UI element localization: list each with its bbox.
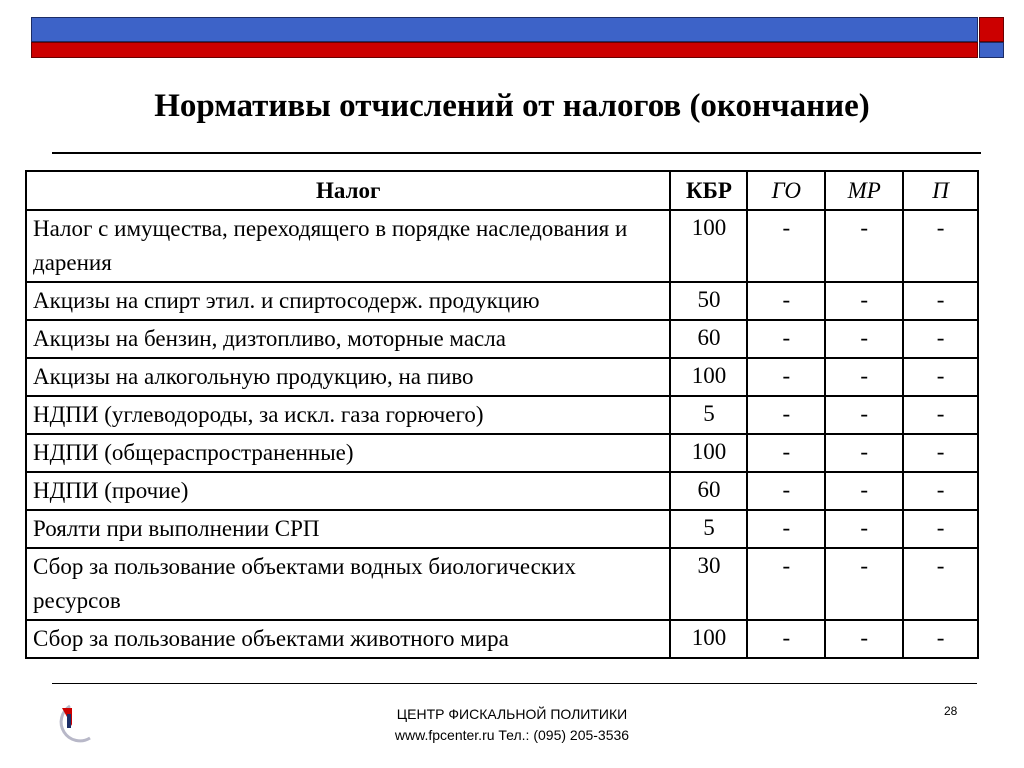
- table-row: [26, 320, 978, 358]
- page-number: 28: [944, 704, 958, 718]
- p-cell: -: [903, 510, 978, 548]
- p-cell: -: [903, 396, 978, 434]
- table-row: [26, 510, 978, 548]
- go-cell: -: [747, 358, 825, 396]
- go-cell: -: [747, 472, 825, 510]
- header-blue-square: [979, 42, 1004, 58]
- tax-name-cell: НДПИ (прочие): [26, 472, 670, 510]
- p-cell: -: [903, 282, 978, 320]
- kbr-cell: 100: [670, 358, 747, 396]
- table-body: [26, 210, 978, 658]
- column-header-go: ГО: [747, 171, 825, 210]
- mr-cell: -: [825, 320, 903, 358]
- tax-name-cell: НДПИ (углеводороды, за искл. газа горючего): [26, 396, 670, 434]
- p-cell: -: [903, 434, 978, 472]
- p-cell: -: [903, 472, 978, 510]
- tax-name-cell: Акцизы на бензин, дизтопливо, моторные масла: [26, 320, 670, 358]
- tax-name-cell: Сбор за пользование объектами животного мира: [26, 620, 670, 658]
- mr-cell: -: [825, 210, 903, 282]
- header-red-bar: [31, 42, 978, 58]
- go-cell: -: [747, 548, 825, 620]
- kbr-cell: 50: [670, 282, 747, 320]
- go-cell: -: [747, 510, 825, 548]
- kbr-cell: 60: [670, 472, 747, 510]
- mr-cell: -: [825, 358, 903, 396]
- kbr-cell: 100: [670, 210, 747, 282]
- tax-name-cell: Роялти при выполнении СРП: [26, 510, 670, 548]
- kbr-cell: 60: [670, 320, 747, 358]
- table-row: [26, 620, 978, 658]
- mr-cell: -: [825, 548, 903, 620]
- footer: [0, 704, 1024, 746]
- slide-title: Нормативы отчислений от налогов (окончание): [154, 88, 870, 124]
- table-row: [26, 358, 978, 396]
- p-cell: -: [903, 210, 978, 282]
- mr-cell: -: [825, 434, 903, 472]
- go-cell: -: [747, 320, 825, 358]
- column-header-p: П: [903, 171, 978, 210]
- title-divider: [52, 152, 981, 154]
- column-header-kbr: КБР: [670, 171, 747, 210]
- column-header-tax: Налог: [26, 171, 670, 210]
- go-cell: -: [747, 396, 825, 434]
- go-cell: -: [747, 434, 825, 472]
- header-red-square: [979, 17, 1004, 42]
- mr-cell: -: [825, 396, 903, 434]
- mr-cell: -: [825, 282, 903, 320]
- tax-name-cell: Налог с имущества, переходящего в порядке наследования и дарения: [26, 210, 670, 282]
- footer-divider: [52, 683, 977, 684]
- tax-name-cell: Акцизы на спирт этил. и спиртосодерж. продукцию: [26, 282, 670, 320]
- footer-contact: www.fpcenter.ru Тел.: (095) 205-3536: [394, 727, 630, 743]
- tax-name-cell: Акцизы на алкогольную продукцию, на пиво: [26, 358, 670, 396]
- footer-org-name: ЦЕНТР ФИСКАЛЬНОЙ ПОЛИТИКИ: [396, 706, 628, 722]
- kbr-cell: 100: [670, 434, 747, 472]
- p-cell: -: [903, 320, 978, 358]
- table-row: [26, 282, 978, 320]
- kbr-cell: 5: [670, 396, 747, 434]
- p-cell: -: [903, 620, 978, 658]
- go-cell: -: [747, 282, 825, 320]
- go-cell: -: [747, 210, 825, 282]
- table-row: [26, 472, 978, 510]
- kbr-cell: 30: [670, 548, 747, 620]
- tax-rates-table: [25, 170, 979, 659]
- tax-name-cell: НДПИ (общераспространенные): [26, 434, 670, 472]
- mr-cell: -: [825, 620, 903, 658]
- header-blue-bar: [31, 17, 978, 42]
- kbr-cell: 5: [670, 510, 747, 548]
- kbr-cell: 100: [670, 620, 747, 658]
- p-cell: -: [903, 358, 978, 396]
- table-row: [26, 210, 978, 282]
- mr-cell: -: [825, 510, 903, 548]
- table-row: [26, 548, 978, 620]
- table-row: [26, 434, 978, 472]
- p-cell: -: [903, 548, 978, 620]
- table-header-row: [26, 171, 978, 210]
- tax-name-cell: Сбор за пользование объектами водных биологических ресурсов: [26, 548, 670, 620]
- table-row: [26, 396, 978, 434]
- mr-cell: -: [825, 472, 903, 510]
- column-header-mr: МР: [825, 171, 903, 210]
- go-cell: -: [747, 620, 825, 658]
